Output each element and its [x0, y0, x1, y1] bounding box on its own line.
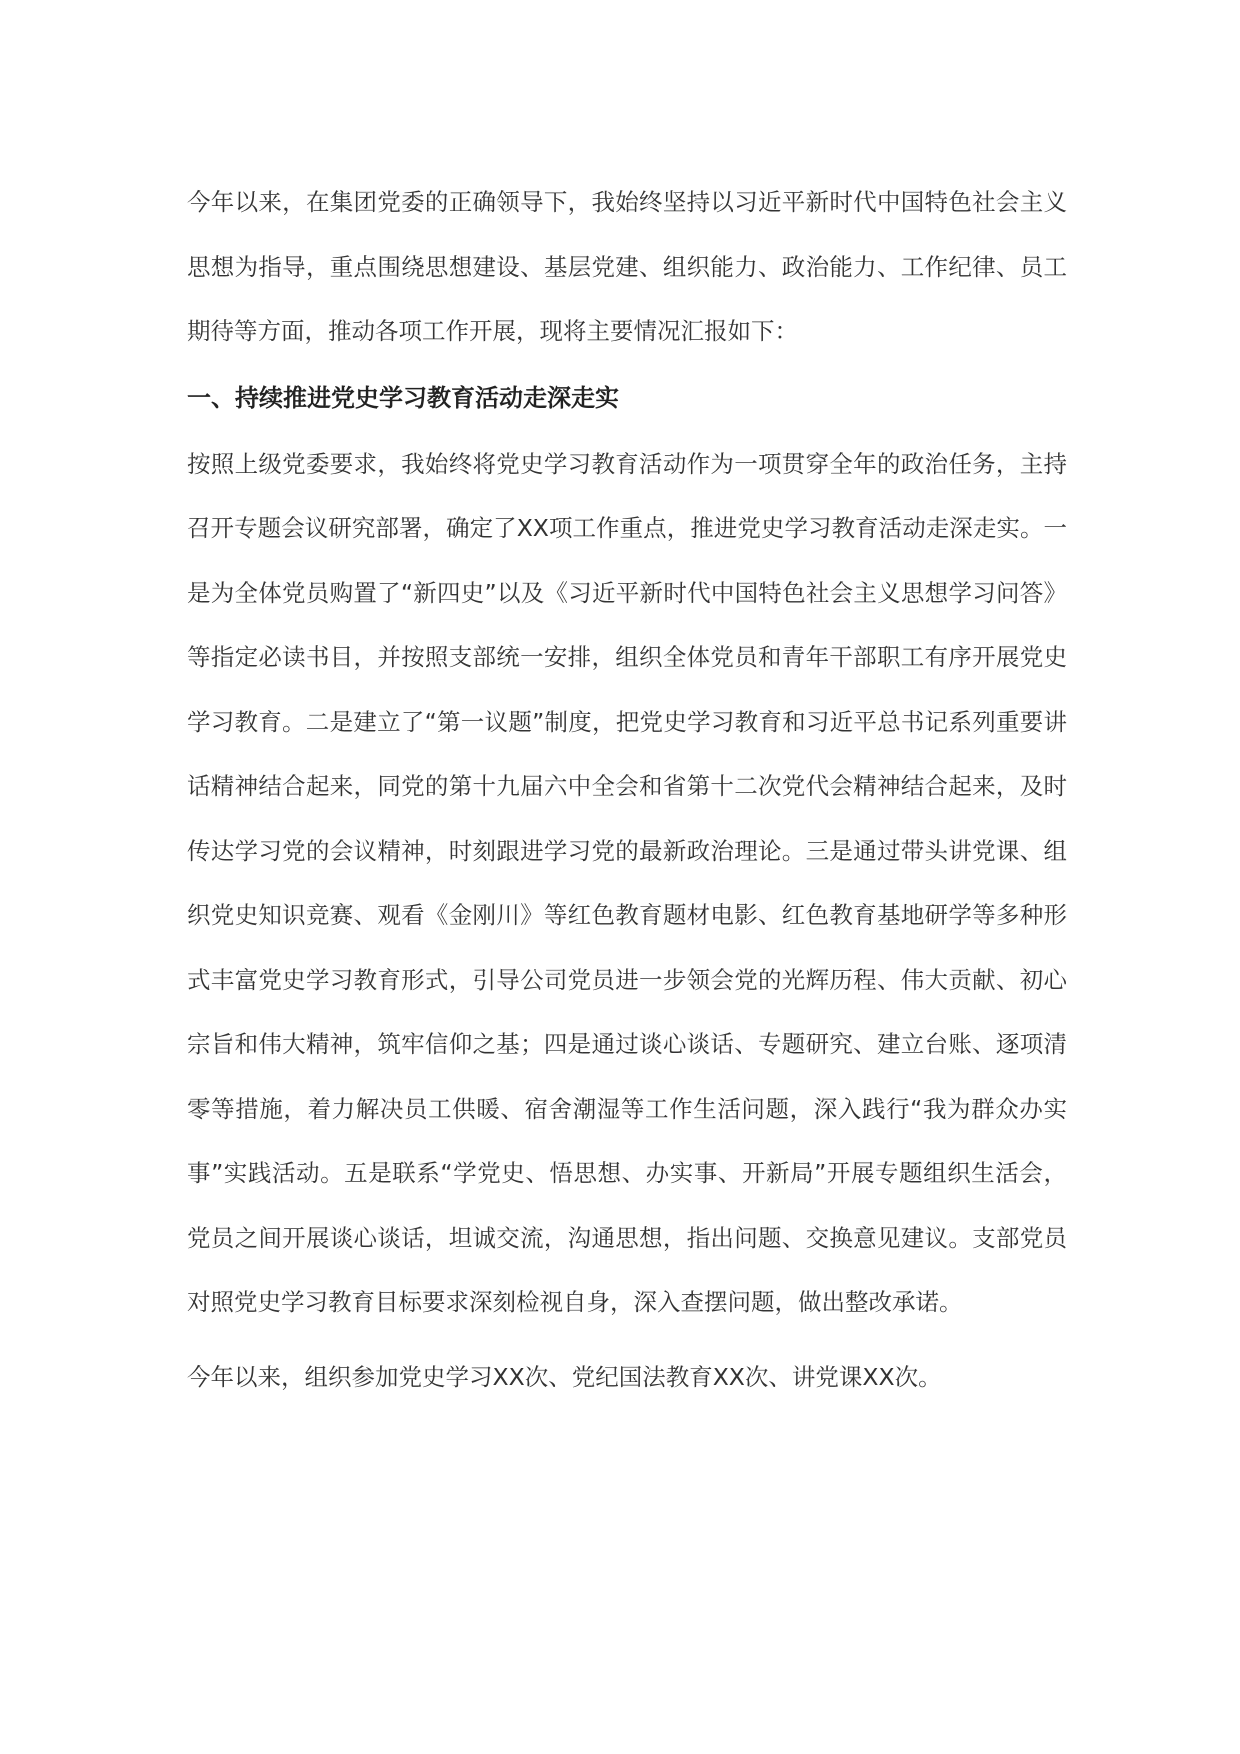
document-body: [187, 170, 1067, 1409]
section-heading: 一、持续推进党史学习教育活动走深走实: [187, 383, 619, 412]
closing-paragraph: 今年以来，组织参加党史学习XX次、党纪国法教育XX次、讲党课XX次。: [187, 1362, 942, 1391]
intro-paragraph: 今年以来，在集团党委的正确领导下，我始终坚持以习近平新时代中国特色社会主义思想为指导，重点围绕思想建设、基层党建、组织能力、政治能力、工作纪律、员工期待等方面，推动各项工作开展，现将主要情况汇报如下：: [187, 188, 1067, 345]
section-paragraph: 按照上级党委要求，我始终将党史学习教育活动作为一项贯穿全年的政治任务，主持召开专题会议研究部署，确定了XX项工作重点，推进党史学习教育活动走深走实。一是为全体党员购置了“新四史”以及《习近平新时代中国特色社会主义思想学习问答》等指定必读书目，并按照支部统一安排，组织全体党员和青年干部职工有序开展党史学习教育。二是建立了“第一议题”制度，把党史学习教育和习近平总书记系列重要讲话精神结合起来，同党的第十九届六中全会和省第十二次党代会精神结合起来，及时传达学习党的会议精神，时刻跟进学习党的最新政治理论。三是通过带头讲党课、组织党史知识竞赛、观看《金刚川》等红色教育题材电影、红色教育基地研学等多种形式丰富党史学习教育形式，引导公司党员进一步领会党的光辉历程、伟大贡献、初心宗旨和伟大精神，筑牢信仰之基；四是通过谈心谈话、专题研究、建立台账、逐项清零等措施，着力解决员工供暖、宿舍潮湿等工作生活问题，深入践行“我为群众办实事”实践活动。五是联系“学党史、悟思想、办实事、开新局”开展专题组织生活会，党员之间开展谈心谈话，坦诚交流，沟通思想，指出问题、交换意见建议。支部党员对照党史学习教育目标要求深刻检视自身，深入查摆问题，做出整改承诺。: [187, 449, 1067, 1316]
